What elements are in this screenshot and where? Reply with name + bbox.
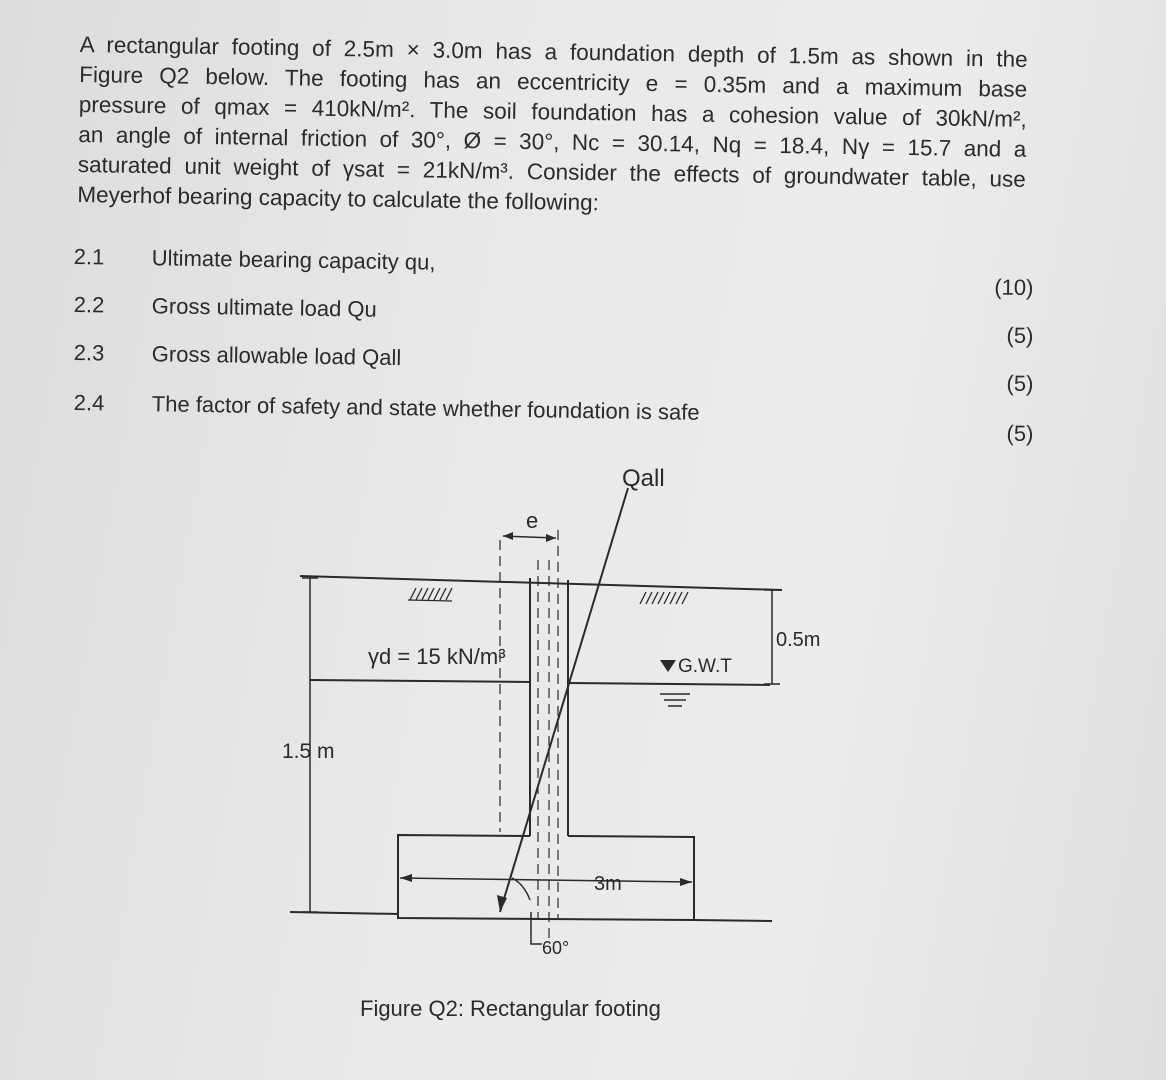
question-marks: (5) xyxy=(1006,370,1034,397)
question-row xyxy=(73,390,1034,445)
problem-line: saturated unit weight of γsat = 21kN/m³. Consider the effects of groundwater table, use xyxy=(77,151,1026,192)
eccentricity-label: e xyxy=(526,508,539,533)
angle-label: 60° xyxy=(542,938,570,958)
footing-slab xyxy=(398,835,694,920)
problem-line: an angle of internal friction of 30°, Ø = 30°, Nc = 30.14, Nq = 18.4, Nγ = 15.7 and a xyxy=(78,121,1027,162)
base-line-right xyxy=(694,920,772,921)
question-text: Gross allowable load Qall xyxy=(151,341,402,371)
ground-hatch-left xyxy=(408,588,452,601)
ground-hatch-right xyxy=(640,592,688,604)
water-table-line-left xyxy=(310,680,530,682)
width-dimension xyxy=(400,878,692,882)
inclined-load-line xyxy=(500,488,628,912)
angle-arc xyxy=(512,878,530,900)
question-marks: (10) xyxy=(994,274,1034,301)
question-text: The factor of safety and state whether foundation is safe xyxy=(151,391,700,425)
load-label: Qall xyxy=(622,465,665,492)
question-number: 2.3 xyxy=(73,340,105,366)
question-number: 2.2 xyxy=(73,292,105,318)
question-row xyxy=(73,292,1034,347)
gwt-depth-label: 0.5m xyxy=(776,629,821,651)
question-number: 2.1 xyxy=(73,244,105,270)
problem-line: pressure of qmax = 410kN/m². The soil foundation has a cohesion value of 30kN/m², xyxy=(78,91,1027,132)
question-marks: (5) xyxy=(1006,420,1034,447)
water-table-icon xyxy=(660,660,676,672)
ground-surface-line xyxy=(300,576,782,590)
problem-statement xyxy=(77,30,1028,225)
depth-label: 1.5 m xyxy=(282,740,335,763)
problem-line: Figure Q2 below. The footing has an eccentricity e = 0.35m and a maximum base xyxy=(79,61,1028,102)
gwt-label: G.W.T xyxy=(678,656,732,677)
question-text: Gross ultimate load Qu xyxy=(151,293,377,322)
question-row xyxy=(73,340,1034,395)
question-text: Ultimate bearing capacity qu, xyxy=(151,245,436,275)
dry-unit-weight-label: γd = 15 kN/m³ xyxy=(368,644,506,669)
footing-figure xyxy=(270,440,850,980)
problem-line: A rectangular footing of 2.5m × 3.0m has a foundation depth of 1.5m as shown in the xyxy=(79,31,1028,72)
question-marks: (5) xyxy=(1006,322,1034,349)
question-row xyxy=(73,244,1034,299)
question-number: 2.4 xyxy=(73,390,105,416)
problem-line: Meyerhof bearing capacity to calculate the following: xyxy=(77,181,600,216)
water-table-line-right xyxy=(568,683,770,685)
figure-caption: Figure Q2: Rectangular footing xyxy=(360,996,661,1021)
width-label: 3m xyxy=(594,873,622,895)
